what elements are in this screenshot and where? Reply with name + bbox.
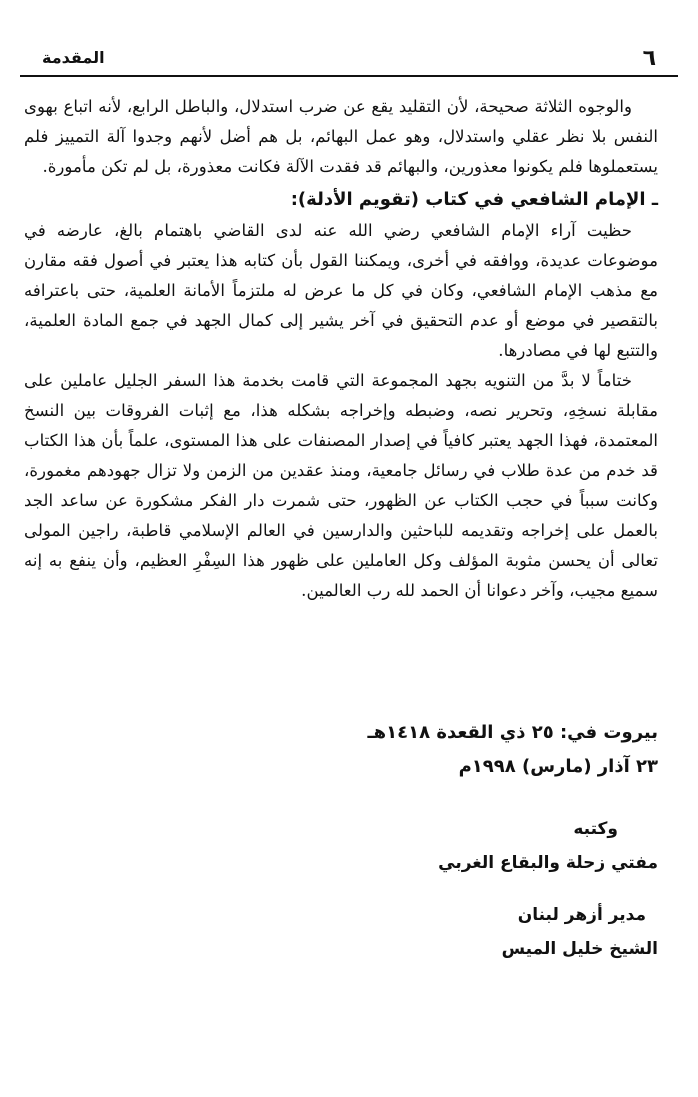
signer-2: [438, 898, 658, 966]
date-block: [40, 716, 658, 784]
wrote-it-label: وكتبه: [573, 819, 618, 839]
signer-1-title: مفتي زحلة والبقاع الغربي: [438, 853, 658, 873]
signer-2-title: مدير أزهر لبنان: [517, 905, 646, 925]
signer-2-name: الشيخ خليل الميس: [501, 939, 658, 959]
date-hijri: بيروت في: ٢٥ ذي القعدة ١٤١٨هـ: [367, 722, 658, 743]
paragraph: والوجوه الثلاثة صحيحة، لأن التقليد يقع عن ضرب استدلال، والباطل الرابع، لأنه اتباع بهوى النفس بلا نظر عقلي واستدلال، وهو عمل البهائم، بل هم أضل لأنهم وجدوا آلة التمييز فلم يستعملوها فلم يكونوا معذورين، والبهائم قد فقدت الآلة فكانت معذورة، بل لم تكن مأمورة.: [24, 97, 658, 176]
page-header: [20, 40, 678, 74]
date-gregorian: ٢٣ آذار (مارس) ١٩٩٨م: [458, 756, 658, 777]
main-text: [24, 92, 658, 606]
signer-1: [438, 812, 658, 880]
signature-block: [438, 812, 658, 984]
section-heading: ـ الإمام الشافعي في كتاب (تقويم الأدلة):: [290, 189, 658, 210]
running-title: المقدمة: [42, 48, 105, 67]
paragraph: ختاماً لا بدَّ من التنويه بجهد المجموعة التي قامت بخدمة هذا السفر الجليل عاملين على مقابلة نسخِهِ، وتحرير نصه، وضبطه وإخراجه بشكله هذا، مع إثبات الفروقات بين النسخ المعتمدة، فهذا الجهد يعتبر كافياً في إصدار المصنفات على هذا المستوى، علماً بأن هذا الكتاب قد خدم من عدة طلاب في رسائل جامعية، ومنذ عقدين من الزمن ولا تزال جهودهم مغمورة، وكانت سبباً في حجب الكتاب عن الظهور، حتى شمرت دار الفكر مشكورة عن ساعد الجد بالعمل على إخراجه وتقديمه للباحثين والدارسين في العالم الإسلامي قاطبة، راجين المولى تعالى أن يحسن مثوبة المؤلف وكل العاملين على ظهور هذا السِفْرِ العظيم، وأن ينفع به إنه سميع مجيب، وآخر دعوانا أن الحمد لله رب العالمين.: [24, 371, 658, 600]
paragraph: حظيت آراء الإمام الشافعي رضي الله عنه لدى القاضي باهتمام بالغ، عارضه في موضوعات عديدة، ووافقه في أخرى، ويمكننا القول بأن كتابه هذا يعتبر في أصول فقه مقارن مع مذهب الإمام الشافعي، وكان في كل ما عرض له ملتزماً الأمانة العلمية، حتى باعترافه بالتقصير في موضع أو عدم التحقيق في آخر يشير إلى كمال الجهد في جمع المادة العلمية، والتتبع لها في مصادرها.: [24, 221, 658, 360]
header-divider: [20, 75, 678, 77]
page-number: ٦: [642, 46, 656, 71]
